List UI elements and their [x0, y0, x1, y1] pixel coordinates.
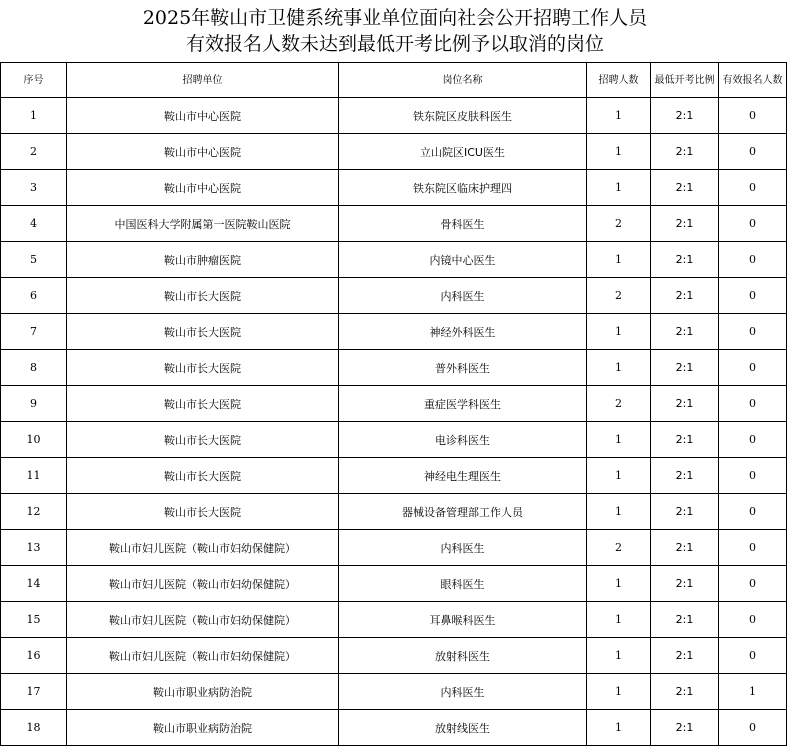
cell-hire-count: 2 [587, 278, 651, 314]
cell-hiring-unit: 鞍山市长大医院 [67, 422, 339, 458]
table-row [1, 422, 787, 458]
cell-post-name: 内科医生 [339, 530, 587, 566]
cell-serial-no: 5 [1, 242, 67, 278]
table-row [1, 134, 787, 170]
table-row [1, 530, 787, 566]
cell-min-ratio: 2:1 [651, 674, 719, 710]
cell-hiring-unit: 鞍山市长大医院 [67, 458, 339, 494]
cell-hire-count: 1 [587, 98, 651, 134]
table-row [1, 278, 787, 314]
table-header-row [1, 63, 787, 98]
cell-hire-count: 1 [587, 458, 651, 494]
cell-serial-no: 11 [1, 458, 67, 494]
cell-min-ratio: 2:1 [651, 602, 719, 638]
cell-post-name: 电诊科医生 [339, 422, 587, 458]
cancelled-positions-table [0, 62, 787, 746]
table-row [1, 314, 787, 350]
cell-hire-count: 1 [587, 170, 651, 206]
cell-hiring-unit: 鞍山市中心医院 [67, 134, 339, 170]
cell-serial-no: 13 [1, 530, 67, 566]
cell-hire-count: 1 [587, 134, 651, 170]
cell-serial-no: 10 [1, 422, 67, 458]
cell-serial-no: 8 [1, 350, 67, 386]
cell-min-ratio: 2:1 [651, 458, 719, 494]
header-hire-count: 招聘人数 [587, 63, 651, 98]
cell-hiring-unit: 鞍山市妇儿医院（鞍山市妇幼保健院） [67, 638, 339, 674]
cell-valid-applicants: 0 [719, 710, 787, 746]
cell-valid-applicants: 0 [719, 350, 787, 386]
cell-serial-no: 2 [1, 134, 67, 170]
cell-valid-applicants: 0 [719, 242, 787, 278]
cell-valid-applicants: 0 [719, 458, 787, 494]
cell-valid-applicants: 0 [719, 386, 787, 422]
cell-hire-count: 1 [587, 350, 651, 386]
cell-hire-count: 1 [587, 422, 651, 458]
cell-hiring-unit: 鞍山市职业病防治院 [67, 674, 339, 710]
cell-min-ratio: 2:1 [651, 494, 719, 530]
cell-valid-applicants: 1 [719, 674, 787, 710]
cell-valid-applicants: 0 [719, 566, 787, 602]
cell-min-ratio: 2:1 [651, 386, 719, 422]
cell-hire-count: 1 [587, 566, 651, 602]
cell-hiring-unit: 鞍山市妇儿医院（鞍山市妇幼保健院） [67, 602, 339, 638]
cell-post-name: 普外科医生 [339, 350, 587, 386]
cell-serial-no: 15 [1, 602, 67, 638]
cell-serial-no: 7 [1, 314, 67, 350]
cell-hire-count: 1 [587, 710, 651, 746]
cell-post-name: 神经电生理医生 [339, 458, 587, 494]
cell-post-name: 器械设备管理部工作人员 [339, 494, 587, 530]
cell-hire-count: 1 [587, 494, 651, 530]
header-post-name: 岗位名称 [339, 63, 587, 98]
cell-hire-count: 1 [587, 638, 651, 674]
table-row [1, 350, 787, 386]
table-body [1, 98, 787, 746]
cell-post-name: 耳鼻喉科医生 [339, 602, 587, 638]
cell-min-ratio: 2:1 [651, 278, 719, 314]
cell-serial-no: 12 [1, 494, 67, 530]
cell-valid-applicants: 0 [719, 278, 787, 314]
cell-hiring-unit: 鞍山市长大医院 [67, 386, 339, 422]
table-row [1, 638, 787, 674]
cell-serial-no: 1 [1, 98, 67, 134]
cell-hiring-unit: 鞍山市长大医院 [67, 494, 339, 530]
cell-post-name: 内科医生 [339, 674, 587, 710]
header-hiring-unit: 招聘单位 [67, 63, 339, 98]
cell-valid-applicants: 0 [719, 134, 787, 170]
cell-serial-no: 9 [1, 386, 67, 422]
cell-valid-applicants: 0 [719, 422, 787, 458]
cell-post-name: 内镜中心医生 [339, 242, 587, 278]
cell-hire-count: 1 [587, 242, 651, 278]
cell-min-ratio: 2:1 [651, 350, 719, 386]
cell-min-ratio: 2:1 [651, 566, 719, 602]
cell-hiring-unit: 鞍山市妇儿医院（鞍山市妇幼保健院） [67, 566, 339, 602]
cell-serial-no: 14 [1, 566, 67, 602]
table-row [1, 566, 787, 602]
cell-hire-count: 2 [587, 386, 651, 422]
header-valid-applicants: 有效报名人数 [719, 63, 787, 98]
table-row [1, 710, 787, 746]
cell-hire-count: 2 [587, 530, 651, 566]
table-row [1, 170, 787, 206]
cell-serial-no: 4 [1, 206, 67, 242]
cell-min-ratio: 2:1 [651, 710, 719, 746]
cell-hiring-unit: 鞍山市长大医院 [67, 314, 339, 350]
cell-hiring-unit: 鞍山市中心医院 [67, 170, 339, 206]
cell-post-name: 眼科医生 [339, 566, 587, 602]
cell-min-ratio: 2:1 [651, 530, 719, 566]
cell-post-name: 内科医生 [339, 278, 587, 314]
table-row [1, 206, 787, 242]
cell-min-ratio: 2:1 [651, 422, 719, 458]
table-row [1, 602, 787, 638]
cell-hiring-unit: 鞍山市长大医院 [67, 278, 339, 314]
cell-min-ratio: 2:1 [651, 314, 719, 350]
cell-post-name: 放射线医生 [339, 710, 587, 746]
cell-hiring-unit: 中国医科大学附属第一医院鞍山医院 [67, 206, 339, 242]
cell-post-name: 神经外科医生 [339, 314, 587, 350]
title-line-2: 有效报名人数未达到最低开考比例予以取消的岗位 [185, 33, 604, 55]
table-row [1, 386, 787, 422]
cell-post-name: 立山院区ICU医生 [339, 134, 587, 170]
cell-min-ratio: 2:1 [651, 638, 719, 674]
header-serial-no: 序号 [1, 63, 67, 98]
cell-valid-applicants: 0 [719, 638, 787, 674]
cell-valid-applicants: 0 [719, 602, 787, 638]
cell-serial-no: 18 [1, 710, 67, 746]
cell-post-name: 放射科医生 [339, 638, 587, 674]
cell-serial-no: 6 [1, 278, 67, 314]
cell-min-ratio: 2:1 [651, 134, 719, 170]
cell-hiring-unit: 鞍山市肿瘤医院 [67, 242, 339, 278]
cell-valid-applicants: 0 [719, 170, 787, 206]
cell-hire-count: 1 [587, 674, 651, 710]
table-row [1, 98, 787, 134]
cell-hiring-unit: 鞍山市长大医院 [67, 350, 339, 386]
cell-post-name: 骨科医生 [339, 206, 587, 242]
cell-valid-applicants: 0 [719, 314, 787, 350]
cell-valid-applicants: 0 [719, 494, 787, 530]
cell-hire-count: 2 [587, 206, 651, 242]
cell-serial-no: 17 [1, 674, 67, 710]
table-row [1, 242, 787, 278]
cell-valid-applicants: 0 [719, 530, 787, 566]
cell-post-name: 铁东院区临床护理四 [339, 170, 587, 206]
cell-serial-no: 16 [1, 638, 67, 674]
cell-valid-applicants: 0 [719, 206, 787, 242]
cell-hire-count: 1 [587, 314, 651, 350]
cell-serial-no: 3 [1, 170, 67, 206]
cell-post-name: 铁东院区皮肤科医生 [339, 98, 587, 134]
cell-hiring-unit: 鞍山市中心医院 [67, 98, 339, 134]
document-title [0, 0, 790, 62]
cell-valid-applicants: 0 [719, 98, 787, 134]
cell-min-ratio: 2:1 [651, 98, 719, 134]
table-row [1, 494, 787, 530]
cell-min-ratio: 2:1 [651, 170, 719, 206]
header-min-ratio: 最低开考比例 [651, 63, 719, 98]
cell-hire-count: 1 [587, 602, 651, 638]
table-row [1, 674, 787, 710]
cell-min-ratio: 2:1 [651, 242, 719, 278]
table-row [1, 458, 787, 494]
cell-min-ratio: 2:1 [651, 206, 719, 242]
title-line-1: 2025年鞍山市卫健系统事业单位面向社会公开招聘工作人员 [142, 7, 648, 29]
cell-post-name: 重症医学科医生 [339, 386, 587, 422]
cell-hiring-unit: 鞍山市职业病防治院 [67, 710, 339, 746]
cell-hiring-unit: 鞍山市妇儿医院（鞍山市妇幼保健院） [67, 530, 339, 566]
